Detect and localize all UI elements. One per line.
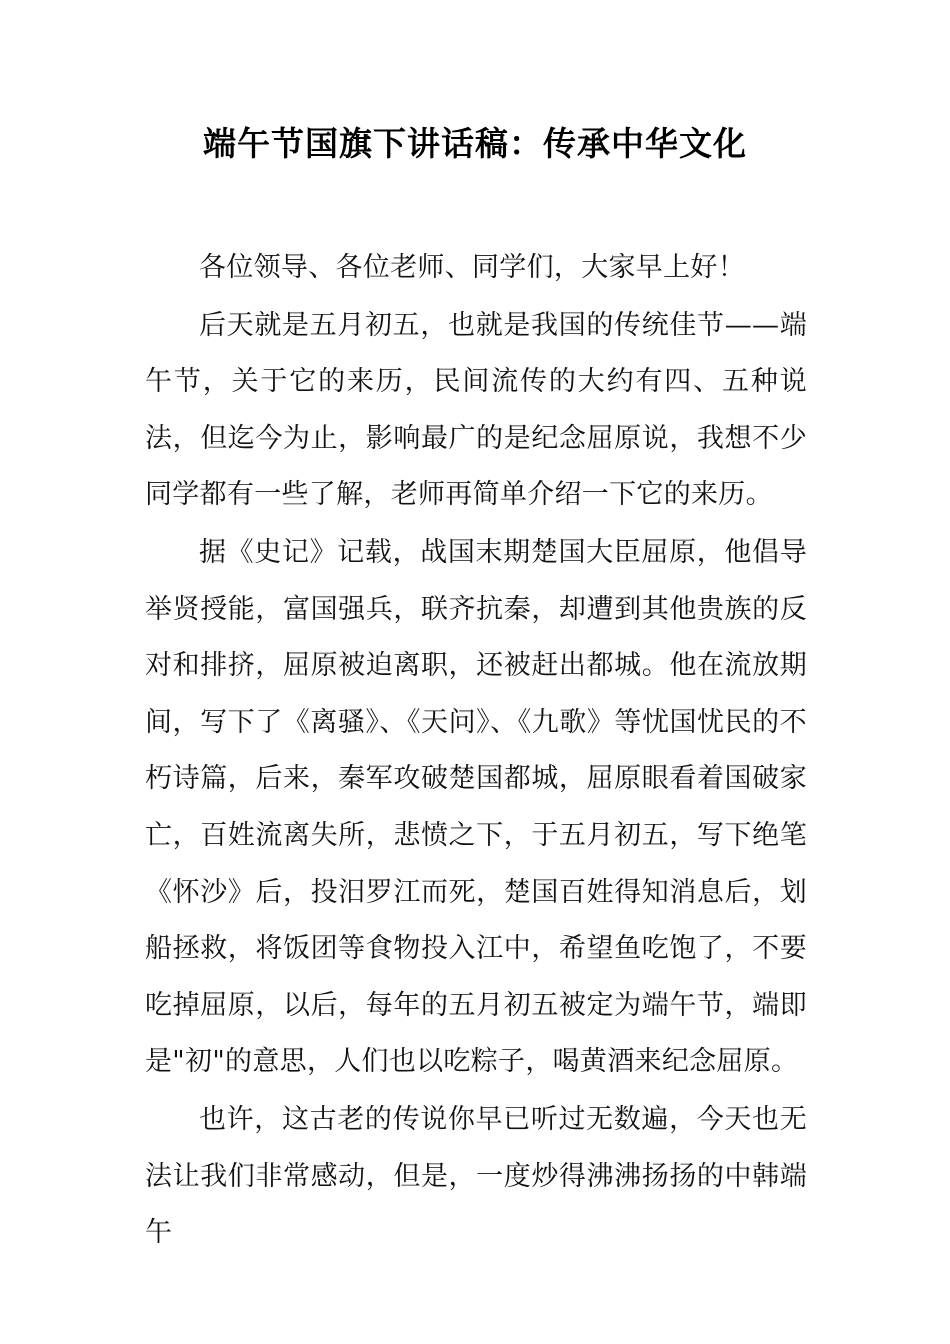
paragraph-greeting: 各位领导、各位老师、同学们，大家早上好！: [199, 252, 745, 283]
paragraph-history: 据《史记》记载，战国末期楚国大臣屈原，他倡导举贤授能，富国强兵，联齐抗秦，却遭到其他贵族的反对和排挤，屈原被迫离职，还被赶出都城。他在流放期间，写下了《离骚》、《天问》、《九歌》等忧国忧民的不朽诗篇，后来，秦军攻破楚国都城，屈原眼看着国破家亡，百姓流离失所，悲愤之下，于五月初五，写下绝笔《怀沙》后，投汨罗江而死，楚国百姓得知消息后，划船拯救，将饭团等食物投入江中，希望鱼吃饱了，不要吃掉屈原，以后，每年的五月初五被定为端午节，端即是"初"的意思，人们也以吃粽子，喝黄酒来纪念屈原。: [145, 536, 807, 1078]
paragraph-reflection: 也许，这古老的传说你早已听过无数遍，今天也无法让我们非常感动，但是，一度炒得沸沸扬扬的中韩端午: [145, 1103, 807, 1249]
document-title: 端午节国旗下讲话稿：传承中华文化: [203, 124, 747, 163]
document-body: [145, 240, 807, 1262]
paragraph-intro: 后天就是五月初五，也就是我国的传统佳节——端午节，关于它的来历，民间流传的大约有四、五种说法，但迄今为止，影响最广的是纪念屈原说，我想不少同学都有一些了解，老师再简单介绍一下它的来历。: [145, 309, 807, 511]
